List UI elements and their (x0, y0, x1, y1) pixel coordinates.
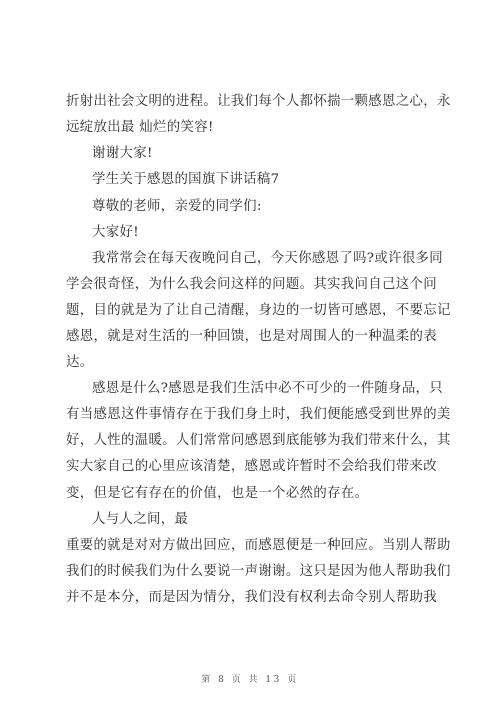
greeting: 大家好! (92, 225, 139, 240)
page-number-footer: 第 8 页 共 13 页 (201, 675, 299, 685)
section-title: 学生关于感恩的国旗下讲话稿7 (92, 172, 280, 187)
paragraph-line: 感恩，就是对生活的一种回馈，也是对周围人的一种温柔的表 (66, 329, 437, 344)
closing-line: 谢谢大家! (92, 146, 153, 161)
paragraph-line: 折射出社会文明的进程。让我们每个人都怀揣一颗感恩之心，永 (66, 94, 451, 109)
paragraph-line: 并不是本分，而是因为情分，我们没有权利去命令别人帮助我 (66, 590, 437, 605)
paragraph-line: 变，但是它有存在的价值，也是一个必然的存在。 (66, 486, 369, 501)
paragraph-line: 远绽放出最 灿烂的笑容! (66, 120, 214, 135)
paragraph-line: 我常常会在每天夜晚问自己，今天你感恩了吗?或许很多同 (92, 251, 444, 266)
paragraph-line: 人与人之间，最 (92, 512, 189, 527)
paragraph-line: 实大家自己的心里应该清楚，感恩或许暂时不会给我们带来改 (66, 459, 437, 474)
paragraph-line: 有当感恩这件事情存在于我们身上时，我们便能感受到世界的美 (66, 407, 451, 422)
paragraph-line: 重要的就是对对方做出回应，而感恩便是一种回应。当别人帮助 (66, 538, 451, 553)
salutation: 尊敬的老师，亲爱的同学们: (92, 199, 262, 214)
paragraph-line: 我们的时候我们为什么要说一声谢谢。这只是因为他人帮助我们 (66, 564, 451, 579)
paragraph-line: 好，人性的温暖。人们常常问感恩到底能够为我们带来什么，其 (66, 433, 451, 448)
paragraph-line: 达。 (66, 355, 94, 370)
paragraph-line: 题，目的就是为了让自己清醒，身边的一切皆可感恩，不要忘记 (66, 303, 451, 318)
paragraph-line: 感恩是什么?感恩是我们生活中必不可少的一件随身品，只 (92, 381, 444, 396)
paragraph-line: 学会很奇怪，为什么我会问这样的问题。其实我问自己这个问 (66, 277, 437, 292)
